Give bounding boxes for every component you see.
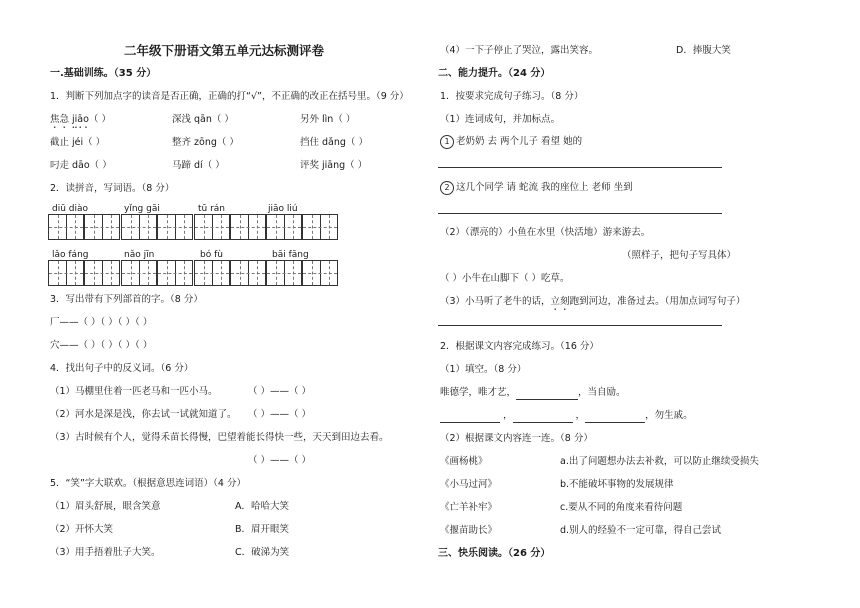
writing-grid-box[interactable] — [121, 214, 157, 240]
paper-title: 二年级下册语文第五单元达标测评卷 — [124, 43, 325, 58]
q1-item — [172, 159, 225, 172]
q1-item-text: 叼走 dāo（ ） — [50, 160, 112, 171]
q4-sentence: （3）古时候有个人，觉得禾苗长得慢，巴望着能长得快一些，天天到田边去看。 — [50, 432, 389, 443]
q1-item — [300, 159, 367, 172]
question-1: 1．判断下列加点字的读音是否正确，正确的打“√”，不正确的改正在括号里。（9 分） — [50, 91, 409, 102]
q4-sentence: （2）河水是深是浅，你去试一试就知道了。 — [50, 409, 237, 420]
q1-item — [172, 136, 239, 149]
fill-sentence: （ ）小牛在山脚下（ ）吃草。 — [440, 273, 570, 284]
q1-item — [50, 113, 111, 131]
radical-row: 穴——（ ）（ ）（ ）（ ） — [50, 340, 153, 351]
antonym-pair: （ ）——（ ） — [248, 386, 312, 397]
writing-grid-box[interactable] — [48, 214, 84, 240]
writing-grid-box[interactable] — [48, 260, 84, 286]
book-title: 《亡羊补牢》 — [440, 502, 498, 513]
writing-grid-box[interactable] — [302, 214, 338, 240]
blank[interactable] — [440, 409, 500, 423]
dotted-word: 立刻 — [550, 296, 570, 307]
q1-item — [300, 136, 368, 149]
book-title: 《画杨桃》 — [440, 456, 488, 467]
q1-item — [50, 136, 105, 149]
writing-grid-box[interactable] — [121, 260, 157, 286]
answer-line[interactable] — [438, 213, 722, 214]
q5-word: A．哈哈大笑 — [235, 501, 289, 512]
answer-line[interactable] — [438, 325, 722, 326]
q-r1-3-prefix: （3）小马听了老牛的话， — [440, 296, 551, 307]
book-moral: b.不能破坏事物的发展规律 — [560, 479, 674, 490]
q1-item-text: 整齐 zōng（ ） — [172, 137, 239, 148]
word-list-2 — [440, 181, 633, 195]
book-moral: a.出了问题想办法去补救，可以防止继续受损失 — [560, 456, 759, 467]
q1-item-text: 深浅 qān（ ） — [172, 114, 234, 125]
blank[interactable] — [516, 386, 578, 400]
pinyin-label: bāi fāng — [272, 250, 309, 260]
q1-item-text: 马蹄 dí（ ） — [172, 160, 225, 171]
word-list-1 — [440, 135, 582, 149]
q1-item-text: 挡住 dǎng（ ） — [300, 137, 368, 148]
blank[interactable] — [585, 409, 645, 423]
q1-item-text: 焦急 jiāo（ ） — [50, 114, 111, 125]
question-r1: 1．按要求完成句子练习。（8 分） — [440, 91, 584, 102]
book-title: 《小马过河》 — [440, 479, 498, 490]
q1-item — [300, 113, 355, 126]
pinyin-label: diū diào — [52, 204, 89, 214]
fill-in-line-2: ， ， ，勿生戚。 — [440, 409, 693, 423]
q5-word: C．破涕为笑 — [235, 547, 290, 558]
writing-grid-box[interactable] — [157, 260, 193, 286]
q4-sentence: （1）马棚里住着一匹老马和一匹小马。 — [50, 386, 218, 397]
q1-item-text: 另外 lìn（ ） — [300, 114, 356, 125]
q1-item — [172, 113, 234, 126]
fill-in-line-1 — [440, 386, 626, 400]
question-2: 2．读拼音，写词语。（8 分） — [50, 183, 175, 194]
antonym-pair: （ ）——（ ） — [248, 409, 312, 420]
circled-number: 1 — [440, 135, 454, 149]
pinyin-label: bó fù — [200, 250, 223, 260]
q1-item-text: 评奖 jiāng（ ） — [300, 160, 368, 171]
question-3: 3．写出带有下列部首的字。（8 分） — [50, 294, 203, 305]
section-2-heading: 二、能力提升。（24 分） — [438, 68, 551, 79]
pinyin-label: lǎo fáng — [52, 250, 89, 260]
antonym-pair: （ ）——（ ） — [248, 455, 312, 466]
scrambled-words: 老奶奶 去 两个儿子 看望 她的 — [456, 136, 583, 147]
scrambled-words: 这几个同学 请 蛇流 我的座位上 老师 坐到 — [456, 182, 633, 193]
blank[interactable] — [513, 409, 573, 423]
instruction-note: （照样子，把句子写具体） — [622, 250, 737, 261]
writing-grid-box[interactable] — [194, 214, 230, 240]
question-4: 4．找出句子中的反义词。（6 分） — [50, 363, 194, 374]
q1-item-text: 截止 jéi（ ） — [50, 137, 106, 148]
radical-row: 厂——（ ）（ ）（ ）（ ） — [50, 317, 153, 328]
writing-grid-box[interactable] — [266, 260, 302, 286]
writing-grid-box[interactable] — [230, 214, 266, 240]
answer-line[interactable] — [438, 167, 722, 168]
pinyin-label: tū rán — [198, 204, 226, 214]
section-1-heading: 一.基础训练。（35 分） — [50, 68, 157, 79]
q5-word: D．捧腹大笑 — [676, 45, 731, 56]
question-r2-1: （1）填空。（8 分） — [440, 364, 527, 375]
q5-meaning: （2）开怀大笑 — [50, 524, 114, 535]
book-title: 《揠苗助长》 — [440, 525, 498, 536]
q1-item — [50, 159, 112, 172]
writing-grid-box[interactable] — [230, 260, 266, 286]
writing-grid-box[interactable] — [266, 214, 302, 240]
q5-meaning: （4）一下子停止了哭泣，露出笑容。 — [440, 45, 599, 56]
writing-grid-box[interactable] — [84, 260, 120, 286]
question-r2-2: （2）根据课文内容连一连。（8 分） — [440, 433, 593, 444]
q-r1-3-suffix: 跑到河边，准备过去。（用加点词写句子） — [569, 296, 746, 307]
q5-meaning: （3）用手捂着肚子大笑。 — [50, 547, 161, 558]
pinyin-label: nǎo jīn — [124, 250, 155, 260]
fill-text: 唯德学，唯才艺， — [440, 387, 517, 398]
pinyin-label: yǐng gāi — [124, 204, 160, 214]
circled-number: 2 — [440, 181, 454, 195]
question-r1-3 — [440, 295, 745, 313]
writing-grid-box[interactable] — [84, 214, 120, 240]
question-r1-2: （2）（漂亮的）小鱼在水里（快活地）游来游去。 — [440, 227, 651, 238]
pinyin-label: jiāo liú — [268, 204, 298, 214]
book-moral: c.要从不同的角度来看待问题 — [560, 502, 683, 513]
writing-grid-box[interactable] — [157, 214, 193, 240]
writing-grid-box[interactable] — [194, 260, 230, 286]
writing-grid-box[interactable] — [302, 260, 338, 286]
section-3-heading: 三、快乐阅读。（26 分） — [438, 548, 551, 559]
question-5: 5．“笑”字大联欢。（根据意思连词语）（4 分） — [50, 478, 246, 489]
q5-meaning: （1）眉头舒展，眼含笑意 — [50, 501, 161, 512]
question-r2: 2．根据课文内容完成练习。（16 分） — [440, 341, 599, 352]
book-moral: d.别人的经验不一定可靠，得自己尝试 — [560, 525, 722, 536]
question-r1-1: （1）连词成句，并加标点。 — [440, 114, 561, 125]
fill-text: ，勿生戚。 — [645, 410, 693, 421]
q5-word: B．眉开眼笑 — [235, 524, 290, 535]
fill-text: ，当自励。 — [578, 387, 626, 398]
